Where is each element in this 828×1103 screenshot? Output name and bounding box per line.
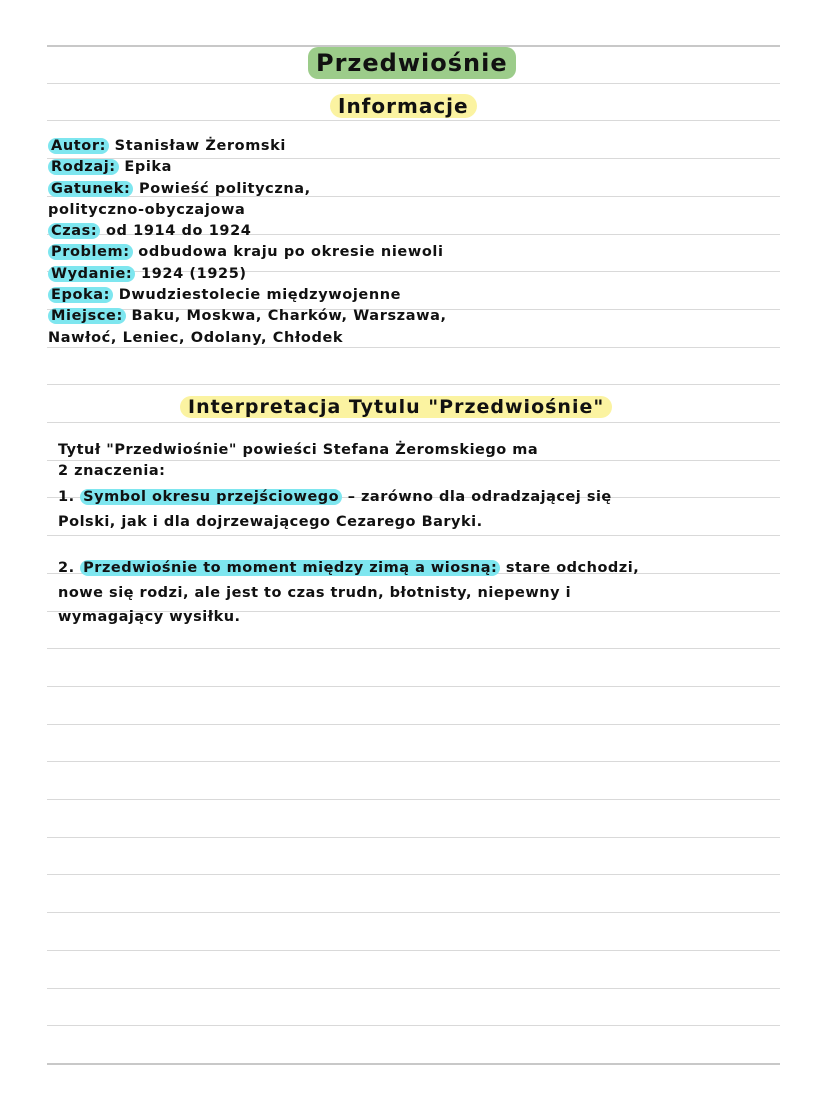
info-row-wydanie xyxy=(48,264,447,285)
ruled-line xyxy=(47,950,780,951)
info-label: Wydanie: xyxy=(48,266,135,282)
info-value: od 1914 do 1924 xyxy=(105,223,252,240)
intro-paragraph xyxy=(58,438,538,483)
info-value: Epika xyxy=(124,159,173,176)
ruled-line xyxy=(47,874,780,875)
ruled-line xyxy=(47,120,780,121)
info-value: Stanisław Żeromski xyxy=(114,138,286,154)
ruled-line xyxy=(47,83,780,84)
info-value: Baku, Moskwa, Charków, Warszawa, xyxy=(131,308,447,325)
ruled-line xyxy=(47,1063,780,1065)
ruled-line xyxy=(47,1025,780,1026)
info-value: odbudowa kraju po okresie niewoli xyxy=(138,244,444,261)
info-row-miejsce-cont xyxy=(48,328,447,349)
point-text: Polski, jak i dla dojrzewającego Cezarego Baryki. xyxy=(58,513,483,530)
point-number: 2. xyxy=(58,560,75,576)
point-text: stare odchodzi, xyxy=(500,560,640,576)
info-label: Gatunek: xyxy=(48,181,133,197)
info-row-gatunek xyxy=(48,179,447,200)
ruled-line xyxy=(47,535,780,536)
info-value: polityczno-obyczajowa xyxy=(48,201,246,218)
point-highlight: Przedwiośnie to moment między zimą a wiosną: xyxy=(80,560,500,576)
ruled-line xyxy=(47,799,780,800)
info-label: Epoka: xyxy=(48,287,113,303)
point-text: nowe się rodzi, ale jest to czas trudn, błotnisty, niepewny i xyxy=(58,584,572,601)
ruled-line xyxy=(47,686,780,687)
ruled-line xyxy=(47,837,780,838)
info-list xyxy=(48,136,447,349)
info-value: Powieść polityczna, xyxy=(139,180,311,197)
ruled-line xyxy=(47,761,780,762)
info-value: Nawłoć, Leniec, Odolany, Chłodek xyxy=(48,329,344,346)
info-row-gatunek-cont xyxy=(48,200,447,221)
ruled-line xyxy=(47,648,780,649)
info-label: Problem: xyxy=(48,244,133,260)
point-1 xyxy=(58,485,612,534)
info-value: Dwudziestolecie międzywojenne xyxy=(118,287,402,304)
ruled-line xyxy=(47,988,780,989)
info-row-rodzaj xyxy=(48,157,447,178)
info-label: Autor: xyxy=(48,138,109,154)
info-value: 1924 (1925) xyxy=(141,265,247,282)
interpretation-heading: Interpretacja Tytulu "Przedwiośnie" xyxy=(180,396,612,418)
info-label: Rodzaj: xyxy=(48,159,119,175)
point-highlight: Symbol okresu przejściowego xyxy=(80,489,342,505)
ruled-line xyxy=(47,912,780,913)
ruled-line xyxy=(47,724,780,725)
intro-line: 2 znaczenia: xyxy=(58,462,166,479)
point-text: wymagający wysiłku. xyxy=(58,609,241,625)
ruled-line xyxy=(47,384,780,385)
info-row-autor xyxy=(48,136,447,157)
info-row-miejsce xyxy=(48,306,447,327)
info-row-czas xyxy=(48,221,447,242)
info-row-problem xyxy=(48,242,447,263)
info-heading: Informacje xyxy=(330,94,477,118)
page-title: Przedwiośnie xyxy=(308,47,516,79)
point-text: – zarówno dla odradzającej się xyxy=(342,489,612,505)
info-label: Miejsce: xyxy=(48,308,126,324)
info-label: Czas: xyxy=(48,223,100,239)
point-2 xyxy=(58,556,639,630)
point-number: 1. xyxy=(58,489,75,505)
ruled-line xyxy=(47,422,780,423)
info-row-epoka xyxy=(48,285,447,306)
intro-line: Tytuł "Przedwiośnie" powieści Stefana Żeromskiego ma xyxy=(58,442,539,458)
